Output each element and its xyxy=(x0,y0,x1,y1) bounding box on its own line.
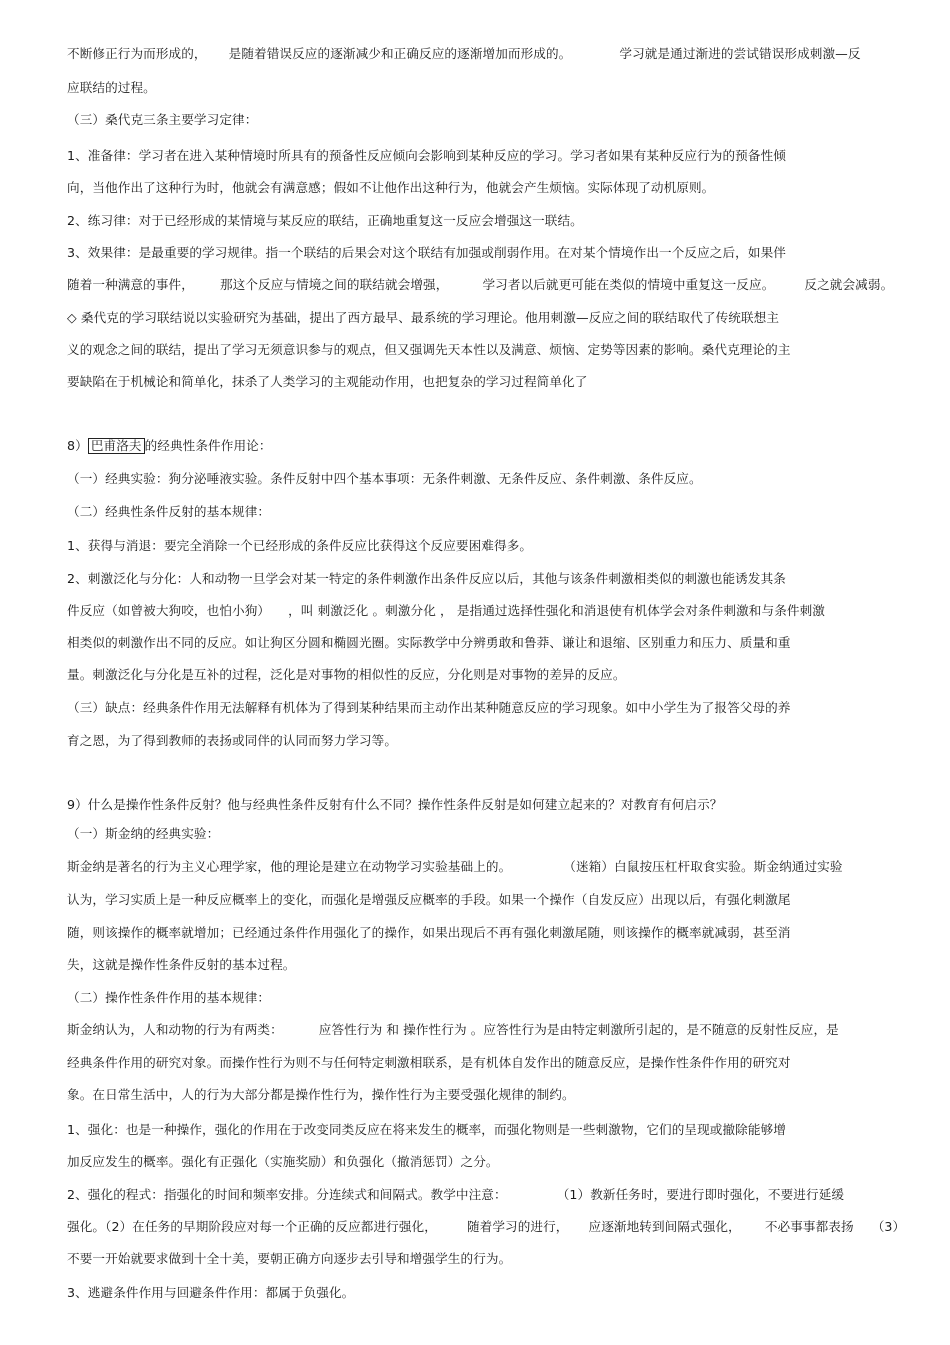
paragraph-line xyxy=(67,1187,910,1203)
paragraph-line: 义的观念之间的联结，提出了学习无须意识参与的观点，但又强调先天本性以及满意、烦恼、定势等因素的影响。桑代克理论的主 xyxy=(67,342,791,357)
paragraph-line: 3、效果律：是最重要的学习规律。指一个联结的后果会对这个联结有加强或削弱作用。在对某个情境作出一个反应之后，如果伴 xyxy=(67,245,786,260)
text-span: 随着一种满意的事件， xyxy=(67,277,194,292)
section-heading xyxy=(67,438,910,454)
paragraph-line: 3、逃避条件作用与回避条件作用：都属于负强化。 xyxy=(67,1285,355,1300)
paragraph-line xyxy=(67,859,910,875)
paragraph-line: 1、准备律：学习者在进入某种情境时所具有的预备性反应倾向会影响到某种反应的学习。学习者如果有某种反应行为的预备性倾 xyxy=(67,148,786,163)
text-span: 反之就会减弱。 xyxy=(804,277,894,292)
subsection-heading: （二）经典性条件反射的基本规律： xyxy=(67,504,271,519)
paragraph-line xyxy=(67,1022,910,1038)
paragraph-line: 1、强化：也是一种操作，强化的作用在于改变同类反应在将来发生的概率，而强化物则是一些刺激物，它们的呈现或撤除能够增 xyxy=(67,1122,786,1137)
subsection-heading: （二）操作性条件作用的基本规律： xyxy=(67,990,271,1005)
paragraph-line: 2、练习律：对于已经形成的某情境与某反应的联结，正确地重复这一反应会增强这一联结。 xyxy=(67,213,583,228)
text-span: 随着学习的进行， xyxy=(466,1219,569,1234)
text-span: 那这个反应与情境之间的联结就会增强， xyxy=(219,277,449,292)
paragraph-line: 2、刺激泛化与分化：人和动物一旦学会对某一特定的条件刺激作出条件反应以后，其他与该条件刺激相类似的刺激也能诱发其条 xyxy=(67,571,786,586)
paragraph-line: 育之恩，为了得到教师的表扬或同伴的认同而努力学习等。 xyxy=(67,733,398,748)
paragraph-line: 量。刺激泛化与分化是互补的过程，泛化是对事物的相似性的反应，分化则是对事物的差异的反应。 xyxy=(67,667,626,682)
text-span: 学习就是通过渐进的尝试错误形成刺激—反 xyxy=(619,46,861,61)
paragraph-line: 1、获得与消退：要完全消除一个已经形成的条件反应比获得这个反应要困难得多。 xyxy=(67,538,533,553)
text-span: （3） xyxy=(871,1219,906,1234)
section-number: 8） xyxy=(67,438,88,453)
text-span: 斯金纳是著名的行为主义心理学家，他的理论是建立在动物学习实验基础上的。 xyxy=(67,859,512,874)
paragraph-line: （一）经典实验：狗分泌唾液实验。条件反射中四个基本事项：无条件刺激、无条件反应、条件刺激、条件反应。 xyxy=(67,471,702,486)
subsection-heading: （一）斯金纳的经典实验： xyxy=(67,826,220,841)
text-span: ，叫 刺激泛化 。刺激分化 ， 是指通过选择性强化和消退使有机体学会对条件刺激和与条件刺激 xyxy=(288,603,825,618)
text-span: 不断修正行为而形成的， xyxy=(67,46,207,61)
paragraph-line: 不要一开始就要求做到十全十美，要朝正确方向逐步去引导和增强学生的行为。 xyxy=(67,1251,512,1266)
paragraph-line: 经典条件作用的研究对象。而操作性行为则不与任何特定刺激相联系，是有机体自发作出的随意反应，是操作性条件作用的研究对 xyxy=(67,1055,791,1070)
paragraph-line: 认为，学习实质上是一种反应概率上的变化，而强化是增强反应概率的手段。如果一个操作（自发反应）出现以后，有强化刺激尾 xyxy=(67,892,791,907)
paragraph-line: （三）缺点：经典条件作用无法解释有机体为了得到某种结果而主动作出某种随意反应的学习现象。如中小学生为了报答父母的养 xyxy=(67,700,791,715)
text-span: 应逐渐地转到间隔式强化， xyxy=(588,1219,741,1234)
paragraph-line: 相类似的刺激作出不同的反应。如让狗区分圆和椭圆光圈。实际教学中分辨勇敢和鲁莽、谦让和退缩、区别重力和压力、质量和重 xyxy=(67,635,791,650)
paragraph-line xyxy=(67,1219,905,1235)
paragraph-line xyxy=(67,603,910,619)
section-heading: 9）什么是操作性条件反射？他与经典性条件反射有什么不同？操作性条件反射是如何建立起来的？对教育有何启示？ xyxy=(67,797,723,812)
text-span: 应答性行为 和 操作性行为 。应答性行为是由特定刺激所引起的，是不随意的反射性反应，是 xyxy=(318,1022,839,1037)
text-span: （1）教新任务时，要进行即时强化，不要进行延缓 xyxy=(556,1187,845,1202)
text-span: 是随着错误反应的逐渐减少和正确反应的逐渐增加而形成的。 xyxy=(228,46,572,61)
paragraph-line: ◇ 桑代克的学习联结说以实验研究为基础，提出了西方最早、最系统的学习理论。他用刺激—反应之间的联结取代了传统联想主 xyxy=(67,310,780,325)
paragraph-line: 象。在日常生活中，人的行为大部分都是操作性行为，操作性行为主要受强化规律的制约。 xyxy=(67,1087,575,1102)
text-span: 件反应（如曾被大狗咬，也怕小狗） xyxy=(67,603,271,618)
paragraph-line xyxy=(67,46,910,62)
paragraph-line: 加反应发生的概率。强化有正强化（实施奖励）和负强化（撤消惩罚）之分。 xyxy=(67,1154,499,1169)
text-span: 不必事事都表扬 xyxy=(764,1219,854,1234)
text-span: 强化。（2）在任务的早期阶段应对每一个正确的反应都进行强化， xyxy=(67,1219,437,1234)
paragraph-line: 应联结的过程。 xyxy=(67,80,156,95)
subsection-heading: （三）桑代克三条主要学习定律： xyxy=(67,112,258,127)
text-span: 学习者以后就更可能在类似的情境中重复这一反应。 xyxy=(482,277,775,292)
paragraph-line xyxy=(67,277,910,293)
text-span: 2、强化的程式：指强化的时间和频率安排。分连续式和间隔式。教学中注意： xyxy=(67,1187,507,1202)
paragraph-line: 随，则该操作的概率就增加；已经通过条件作用强化了的操作，如果出现后不再有强化刺激尾随，则该操作的概率就减弱，甚至消 xyxy=(67,925,791,940)
text-span: 斯金纳认为，人和动物的行为有两类： xyxy=(67,1022,283,1037)
section-title: 的经典性条件作用论： xyxy=(144,438,272,453)
paragraph-line: 失，这就是操作性条件反射的基本过程。 xyxy=(67,957,296,972)
highlighted-name: 巴甫洛夫 xyxy=(88,438,145,454)
text-span: （迷箱）白鼠按压杠杆取食实验。斯金纳通过实验 xyxy=(563,859,843,874)
paragraph-line: 向，当他作出了这种行为时，他就会有满意感；假如不让他作出这种行为，他就会产生烦恼。实际体现了动机原则。 xyxy=(67,180,715,195)
paragraph-line: 要缺陷在于机械论和简单化，抹杀了人类学习的主观能动作用，也把复杂的学习过程简单化了 xyxy=(67,374,588,389)
